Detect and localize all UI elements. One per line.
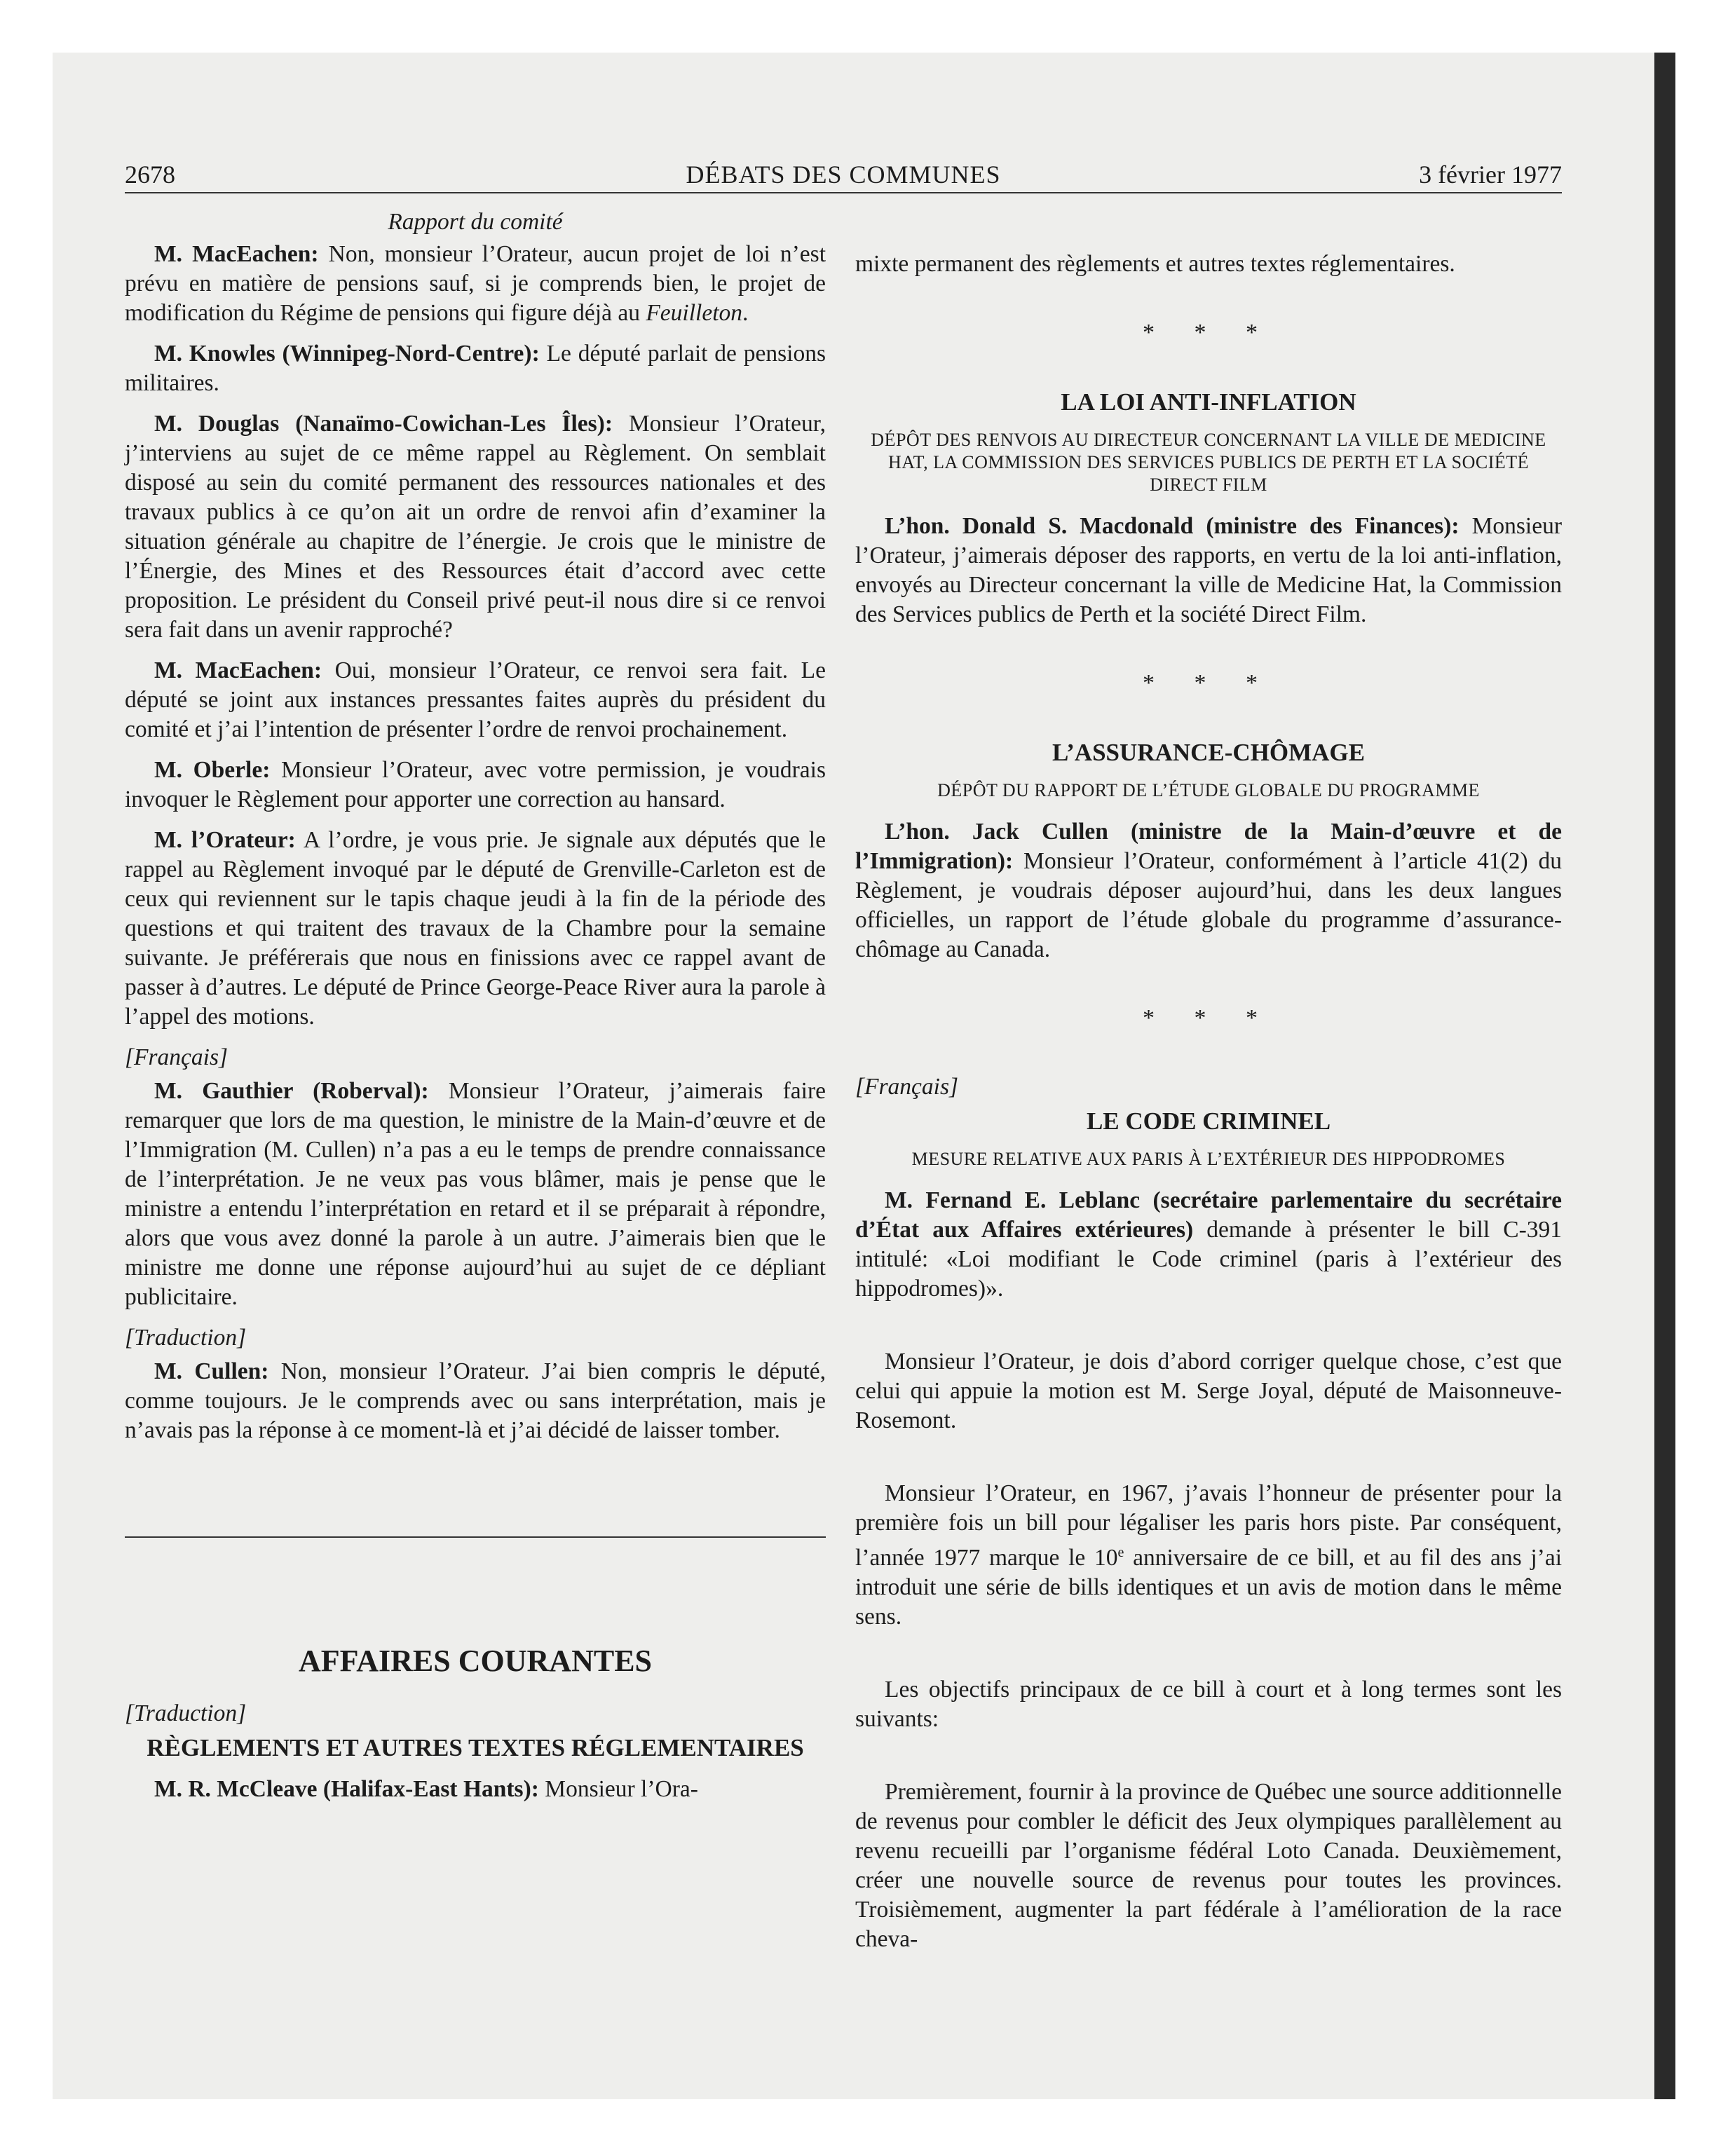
section-heading-committee-report: Rapport du comité [388, 209, 563, 235]
subsection-title: RÈGLEMENTS ET AUTRES TEXTES RÉGLEMENTAIRES [147, 1734, 804, 1761]
speaker-name: M. Douglas (Nanaïmo-Cowichan-Les Îles): [154, 411, 613, 437]
page-header [125, 160, 1562, 193]
language-marker: [Traduction] [125, 1700, 247, 1726]
speaker-name: M. l’Orateur: [154, 827, 296, 853]
speech-paragraph: M. Gauthier (Roberval): Monsieur l’Orateur, j’aimerais faire remarquer que lors de ma question, le ministre de la Main-d’œuvre et de l’Immigration (M. Cullen) n’a pas a eu le temps de prendre connaissance de l’interprétation. Je ne veux pas vous blâmer, mais je pense que le ministre a entendu l’interprétation en retard et il se préparait à répondre, alors que vous avez donné la parole à un autre. J’aimerais bien que le ministre me donne une réponse aujourd’hui au sujet de ce dépliant publicitaire. [125, 1078, 826, 1310]
continued-paragraph: mixte permanent des règlements et autres textes réglementaires. [855, 251, 1455, 277]
speech-paragraph: M. Douglas (Nanaïmo-Cowichan-Les Îles): Monsieur l’Orateur, j’interviens au sujet de ce même rappel au Règlement. On semblait disposé au sein du comité permanent des ressources nationales et des travaux publics à ce qu’on ait un ordre de renvoi afin d’examiner la situation générale au chapitre de l’énergie. Je crois que le ministre de l’Énergie, des Mines et des Ressources était d’accord avec cette proposition. Le président du Conseil privé peut-il nous dire si ce renvoi sera fait dans un avenir rapproché? [125, 411, 826, 643]
speaker-name: M. Gauthier (Roberval): [154, 1078, 429, 1104]
speech-paragraph: M. Fernand E. Leblanc (secrétaire parlementaire du secrétaire d’État aux Affaires extérieures) demande à présenter le bill C-391 intitulé: «Loi modifiant le Code criminel (paris à l’extérieur des hippodromes)». [855, 1187, 1562, 1302]
speaker-name: L’hon. Jack Cullen (ministre de la Main-d’œuvre et de l’Immigration): [855, 819, 1562, 874]
page-date: 3 février 1977 [1419, 161, 1562, 189]
section-subtitle: DÉPÔT DU RAPPORT DE L’ÉTUDE GLOBALE DU PROGRAMME [937, 780, 1480, 800]
speech-paragraph: M. l’Orateur: A l’ordre, je vous prie. Je signale aux députés que le rappel au Règlement invoqué par le député de Grenville-Carleton est de ceux qui reviennent sur le tapis chaque jeudi à la fin de la période des questions et qui traitent des travaux de la Chambre pour la semaine suivante. Je préférerais que nous en finissions avec ce rappel avant de passer à d’autres. Le député de Prince George-Peace River aura la parole à l’appel des motions. [125, 827, 826, 1030]
body-paragraph: Premièrement, fournir à la province de Québec une source additionnelle de revenus pour combler le déficit des Jeux olympiques parallèlement au revenu recueilli par l’organisme fédéral Loto Canada. Deuxièmement, créer une nouvelle source de revenus pour toutes les provinces. Troisièmement, augmenter la part fédérale à l’amélioration de la race cheva- [855, 1779, 1562, 1953]
speaker-name: M. MacEachen: [154, 657, 322, 683]
section-divider [125, 1536, 826, 1538]
speech-paragraph: M. MacEachen: Oui, monsieur l’Orateur, ce renvoi sera fait. Le député se joint aux instances pressantes faites auprès du président du comité et j’ai l’intention de présenter l’ordre de renvoi prochainement. [125, 657, 826, 742]
speech-paragraph: M. Oberle: Monsieur l’Orateur, avec votre permission, je voudrais invoquer le Règlement pour apporter une correction au hansard. [125, 757, 826, 812]
body-text-start: Monsieur l’Orateur, en 1967, j’avais l’honneur de présenter pour la première fois un bill pour légaliser les paris hors piste. Par conséquent, l’année 1977 marque le 10e anniversaire de ce bill, et au fil des ans j’ai introduit une série de bills identiques et un avis de motion dans le même sens. [855, 1480, 1562, 1630]
speech-paragraph: L’hon. Jack Cullen (ministre de la Main-d’œuvre et de l’Immigration): Monsieur l’Orateur, conformément à l’article 41(2) du Règlement, je voudrais déposer aujourd’hui, dans les deux langues officielles, un rapport de l’étude globale du programme d’assurance-chômage au Canada. [855, 819, 1562, 962]
section-separator: * * * [1143, 320, 1274, 346]
section-title-unemployment-insurance: L’ASSURANCE-CHÔMAGE [1052, 739, 1365, 766]
speaker-name: M. Knowles (Winnipeg-Nord-Centre): [154, 341, 540, 367]
section-subtitle: DÉPÔT DES RENVOIS AU DIRECTEUR CONCERNANT LA VILLE DE MEDICINE HAT, LA COMMISSION DES SERVICES PUBLICS DE PERTH ET LA SOCIÉTÉ DIRECT FILM [871, 430, 1546, 495]
speaker-name: M. MacEachen: [154, 241, 319, 267]
section-title-criminal-code: LE CODE CRIMINEL [1086, 1107, 1331, 1135]
speaker-name: M. R. McCleave (Halifax-East Hants): [154, 1776, 539, 1802]
left-column [125, 207, 826, 1815]
section-subtitle: MESURE RELATIVE AUX PARIS À L’EXTÉRIEUR DES HIPPODROMES [911, 1149, 1506, 1169]
language-marker: [Français] [855, 1074, 959, 1100]
speaker-name: M. Oberle: [154, 757, 271, 783]
section-title-routine-proceedings: AFFAIRES COURANTES [298, 1644, 653, 1678]
section-title-anti-inflation: LA LOI ANTI-INFLATION [1061, 388, 1356, 416]
speech-paragraph: M. Knowles (Winnipeg-Nord-Centre): Le député parlait de pensions militaires. [125, 341, 826, 396]
speech-paragraph: M. Cullen: Non, monsieur l’Orateur. J’ai bien compris le député, comme toujours. Je le comprends avec ou sans interprétation, mais je n’avais pas la réponse à ce moment-là et j’ai décidé de laisser tomber. [125, 1358, 826, 1443]
speech-paragraph: M. MacEachen: Non, monsieur l’Orateur, aucun projet de loi n’est prévu en matière de pensions sauf, si je comprends bien, le projet de modification du Régime de pensions qui figure déjà au Feuilleton. [125, 241, 826, 326]
speaker-name: M. Fernand E. Leblanc (secrétaire parlementaire du secrétaire d’État aux Affaires extérieures) [855, 1187, 1562, 1243]
language-marker: [Français] [125, 1044, 229, 1070]
body-paragraph: Les objectifs principaux de ce bill à court et à long termes sont les suivants: [855, 1677, 1562, 1733]
speech-paragraph: L’hon. Donald S. Macdonald (ministre des Finances): Monsieur l’Orateur, j’aimerais déposer des rapports, en vertu de la loi anti-inflation, envoyés au Directeur concernant la ville de Medicine Hat, la Commission des Services publics de Perth et la société Direct Film. [855, 513, 1562, 627]
body-paragraph [855, 1479, 1562, 1632]
publication-title: DÉBATS DES COMMUNES [686, 161, 1001, 189]
speaker-name: M. Cullen: [154, 1358, 269, 1384]
speaker-name: L’hon. Donald S. Macdonald (ministre des Finances): [885, 513, 1460, 539]
page-number: 2678 [125, 161, 175, 189]
speech-paragraph: M. R. McCleave (Halifax-East Hants): Monsieur l’Ora- [154, 1776, 698, 1802]
language-marker: [Traduction] [125, 1325, 247, 1351]
body-paragraph: Monsieur l’Orateur, je dois d’abord corriger quelque chose, c’est que celui qui appuie la motion est M. Serge Joyal, député de Maisonneuve-Rosemont. [855, 1349, 1562, 1433]
section-separator: * * * [1143, 670, 1274, 696]
page-binding-edge [1654, 53, 1675, 2099]
right-column [855, 250, 1562, 1965]
section-separator: * * * [1143, 1005, 1274, 1031]
